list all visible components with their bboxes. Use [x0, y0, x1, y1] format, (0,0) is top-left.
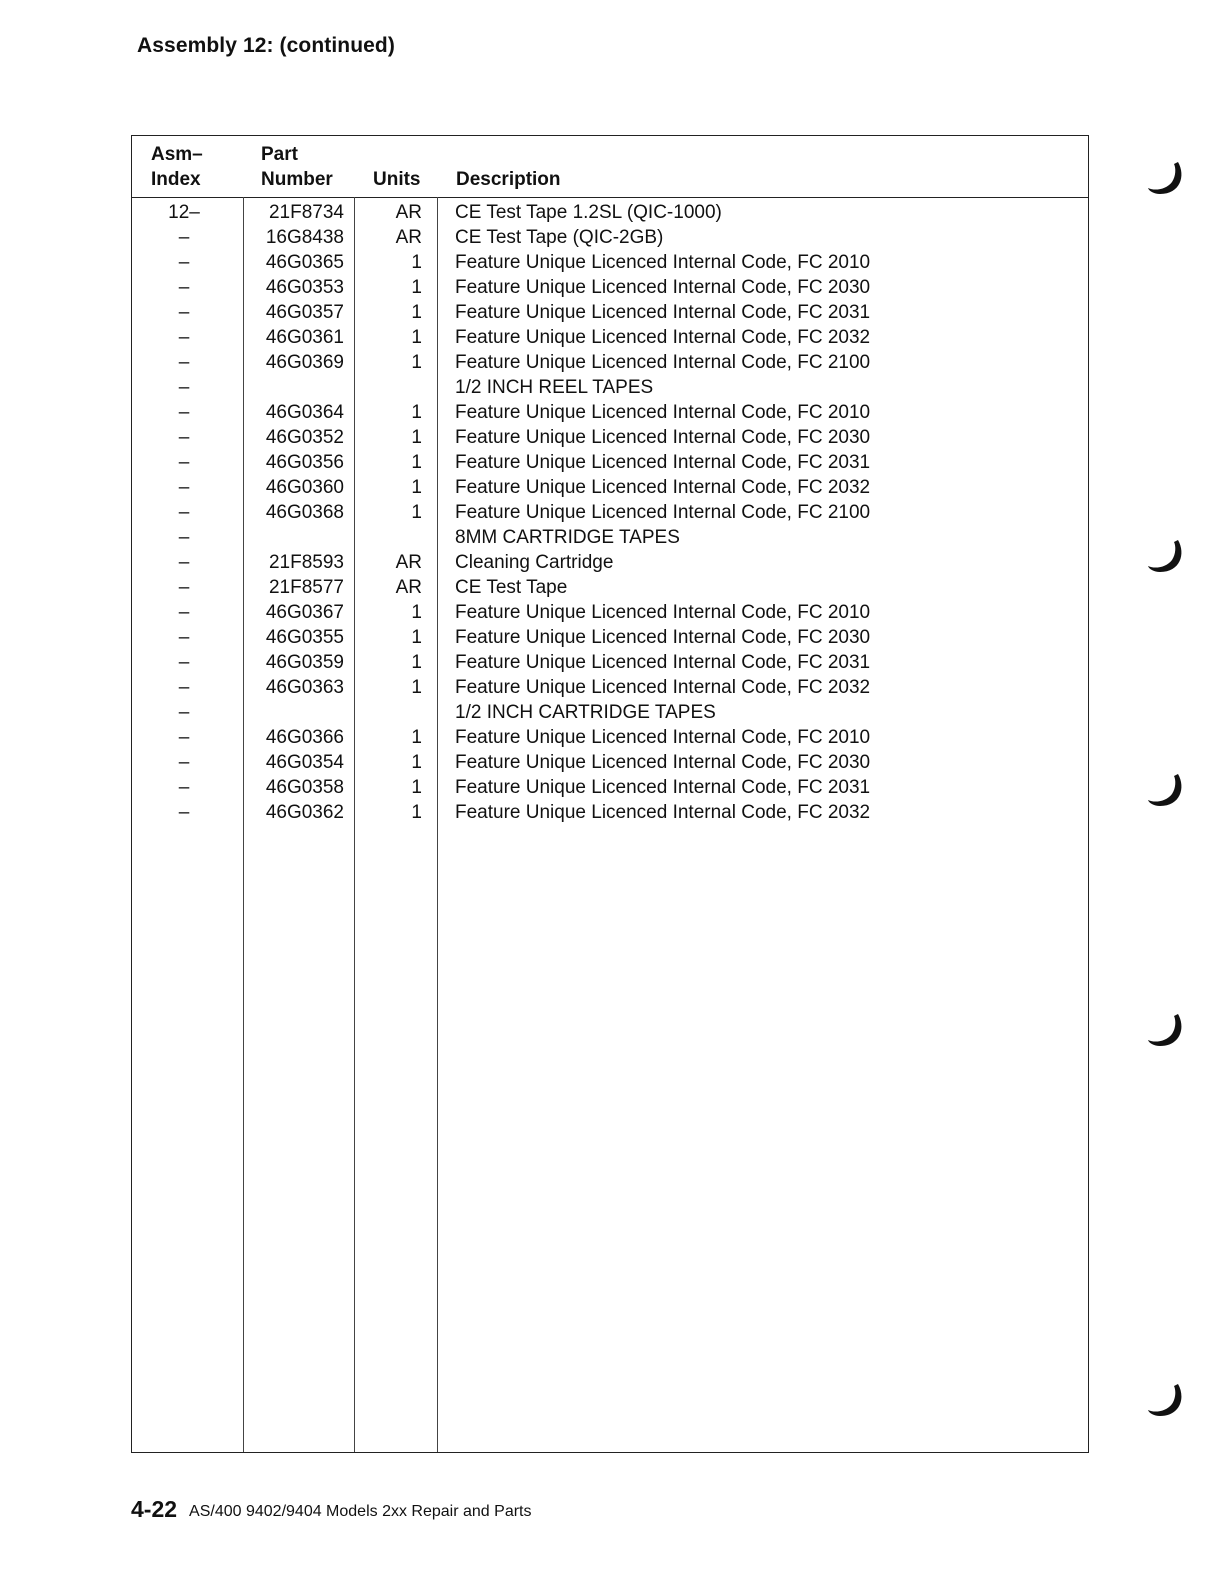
table-row [132, 600, 1088, 625]
units-cell: 1 [411, 402, 422, 423]
part-number-cell: 21F8577 [268, 577, 344, 598]
binder-hole-icon [1146, 536, 1186, 576]
table-row [132, 225, 1088, 250]
units-cell: 1 [411, 727, 422, 748]
part-number-cell: 21F8734 [268, 202, 344, 223]
units-cell: 1 [411, 452, 422, 473]
page-number: 4-22 [131, 1496, 178, 1522]
units-cell: 1 [411, 752, 422, 773]
table-row [132, 725, 1088, 750]
units-cell: AR [395, 202, 422, 223]
asm-index-cell: – [178, 227, 190, 248]
table-row [132, 350, 1088, 375]
description-cell: 1/2 INCH CARTRIDGE TAPES [455, 702, 716, 723]
table-row [132, 675, 1088, 700]
table-row [132, 650, 1088, 675]
table-row [132, 525, 1088, 550]
table-row [132, 800, 1088, 825]
part-number-cell: 46G0368 [265, 502, 344, 523]
units-cell: 1 [411, 777, 422, 798]
part-number-cell: 46G0363 [265, 677, 344, 698]
table-row [132, 425, 1088, 450]
asm-index-cell: – [178, 327, 190, 348]
units-cell: 1 [411, 652, 422, 673]
header-units: Units [373, 169, 421, 190]
description-cell: Feature Unique Licenced Internal Code, FC 2010 [455, 602, 871, 623]
table-row [132, 575, 1088, 600]
table-row [132, 750, 1088, 775]
table-row [132, 550, 1088, 575]
asm-index-cell: – [178, 552, 190, 573]
description-cell: CE Test Tape [455, 577, 568, 598]
asm-index-cell: – [178, 677, 190, 698]
description-cell: Feature Unique Licenced Internal Code, FC 2030 [455, 427, 871, 448]
description-cell: Feature Unique Licenced Internal Code, FC 2010 [455, 252, 871, 273]
description-cell: 8MM CARTRIDGE TAPES [455, 527, 680, 548]
table-row [132, 775, 1088, 800]
table-row [132, 375, 1088, 400]
units-cell: 1 [411, 277, 422, 298]
page-footer [131, 1496, 531, 1523]
table-row [132, 275, 1088, 300]
table-row [132, 475, 1088, 500]
units-cell: AR [395, 227, 422, 248]
table-row [132, 200, 1088, 225]
part-number-cell: 46G0367 [265, 602, 344, 623]
part-number-cell: 46G0366 [265, 727, 344, 748]
part-number-cell: 46G0360 [265, 477, 344, 498]
description-cell: Feature Unique Licenced Internal Code, FC 2010 [455, 402, 871, 423]
page-title: Assembly 12: (continued) [137, 34, 395, 57]
header-part: Part [261, 144, 298, 165]
units-cell: 1 [411, 677, 422, 698]
asm-index-cell: – [178, 352, 190, 373]
description-cell: Feature Unique Licenced Internal Code, FC 2030 [455, 277, 871, 298]
table-row [132, 450, 1088, 475]
units-cell: AR [395, 552, 422, 573]
units-cell: 1 [411, 802, 422, 823]
part-number-cell: 46G0355 [265, 627, 344, 648]
asm-index-cell: – [178, 402, 190, 423]
header-description: Description [456, 169, 561, 190]
table-row [132, 325, 1088, 350]
units-cell: 1 [411, 302, 422, 323]
asm-index-cell: – [178, 627, 190, 648]
asm-index-cell: – [178, 527, 190, 548]
asm-index-cell: – [178, 452, 190, 473]
asm-index-cell: – [178, 302, 190, 323]
asm-index-cell: – [178, 652, 190, 673]
asm-index-cell: – [178, 477, 190, 498]
part-number-cell: 21F8593 [268, 552, 344, 573]
part-number-cell: 46G0362 [265, 802, 344, 823]
part-number-cell: 46G0353 [265, 277, 344, 298]
asm-index-cell: – [178, 427, 190, 448]
description-cell: Feature Unique Licenced Internal Code, FC 2030 [455, 752, 871, 773]
description-cell: CE Test Tape (QIC-2GB) [455, 227, 664, 248]
units-cell: 1 [411, 352, 422, 373]
part-number-cell: 16G8438 [265, 227, 344, 248]
asm-index-cell: – [178, 577, 190, 598]
binder-hole-icon [1146, 770, 1186, 810]
description-cell: Feature Unique Licenced Internal Code, FC 2031 [455, 652, 871, 673]
table-body [132, 200, 1088, 825]
part-number-cell: 46G0357 [265, 302, 344, 323]
binder-hole-icon [1146, 1380, 1186, 1420]
part-number-cell: 46G0369 [265, 352, 344, 373]
table-header [132, 136, 1088, 198]
description-cell: CE Test Tape 1.2SL (QIC-1000) [455, 202, 722, 223]
asm-index-cell: – [178, 252, 190, 273]
book-title: AS/400 9402/9404 Models 2xx Repair and Parts [189, 1503, 532, 1520]
description-cell: Feature Unique Licenced Internal Code, FC 2030 [455, 627, 871, 648]
binder-hole-icon [1146, 158, 1186, 198]
asm-index-cell: – [178, 502, 190, 523]
description-cell: Feature Unique Licenced Internal Code, FC 2031 [455, 777, 871, 798]
asm-index-cell: 12– [168, 202, 200, 223]
description-cell: Feature Unique Licenced Internal Code, FC 2031 [455, 452, 871, 473]
part-number-cell: 46G0356 [265, 452, 344, 473]
header-number: Number [261, 169, 333, 190]
asm-index-cell: – [178, 802, 190, 823]
asm-index-cell: – [178, 377, 190, 398]
part-number-cell: 46G0359 [265, 652, 344, 673]
description-cell: Feature Unique Licenced Internal Code, FC 2100 [455, 502, 871, 523]
description-cell: Feature Unique Licenced Internal Code, FC 2010 [455, 727, 871, 748]
part-number-cell: 46G0354 [265, 752, 344, 773]
header-index: Index [151, 169, 201, 190]
units-cell: 1 [411, 602, 422, 623]
parts-table [131, 135, 1089, 1453]
description-cell: Feature Unique Licenced Internal Code, FC 2032 [455, 327, 871, 348]
table-row [132, 250, 1088, 275]
units-cell: 1 [411, 252, 422, 273]
part-number-cell: 46G0365 [265, 252, 344, 273]
table-row [132, 400, 1088, 425]
units-cell: 1 [411, 502, 422, 523]
asm-index-cell: – [178, 777, 190, 798]
units-cell: 1 [411, 327, 422, 348]
table-row [132, 625, 1088, 650]
header-asm: Asm– [151, 144, 203, 165]
description-cell: Feature Unique Licenced Internal Code, FC 2032 [455, 677, 871, 698]
description-cell: Feature Unique Licenced Internal Code, FC 2032 [455, 477, 871, 498]
description-cell: Feature Unique Licenced Internal Code, FC 2032 [455, 802, 871, 823]
units-cell: 1 [411, 627, 422, 648]
asm-index-cell: – [178, 727, 190, 748]
description-cell: Feature Unique Licenced Internal Code, FC 2031 [455, 302, 871, 323]
table-row [132, 500, 1088, 525]
units-cell: 1 [411, 427, 422, 448]
description-cell: Feature Unique Licenced Internal Code, FC 2100 [455, 352, 871, 373]
asm-index-cell: – [178, 702, 190, 723]
part-number-cell: 46G0352 [265, 427, 344, 448]
table-row [132, 300, 1088, 325]
asm-index-cell: – [178, 602, 190, 623]
units-cell: AR [395, 577, 422, 598]
description-cell: Cleaning Cartridge [455, 552, 614, 573]
asm-index-cell: – [178, 752, 190, 773]
part-number-cell: 46G0358 [265, 777, 344, 798]
description-cell: 1/2 INCH REEL TAPES [455, 377, 654, 398]
binder-hole-icon [1146, 1010, 1186, 1050]
units-cell: 1 [411, 477, 422, 498]
table-row [132, 700, 1088, 725]
part-number-cell: 46G0361 [265, 327, 344, 348]
asm-index-cell: – [178, 277, 190, 298]
part-number-cell: 46G0364 [265, 402, 344, 423]
